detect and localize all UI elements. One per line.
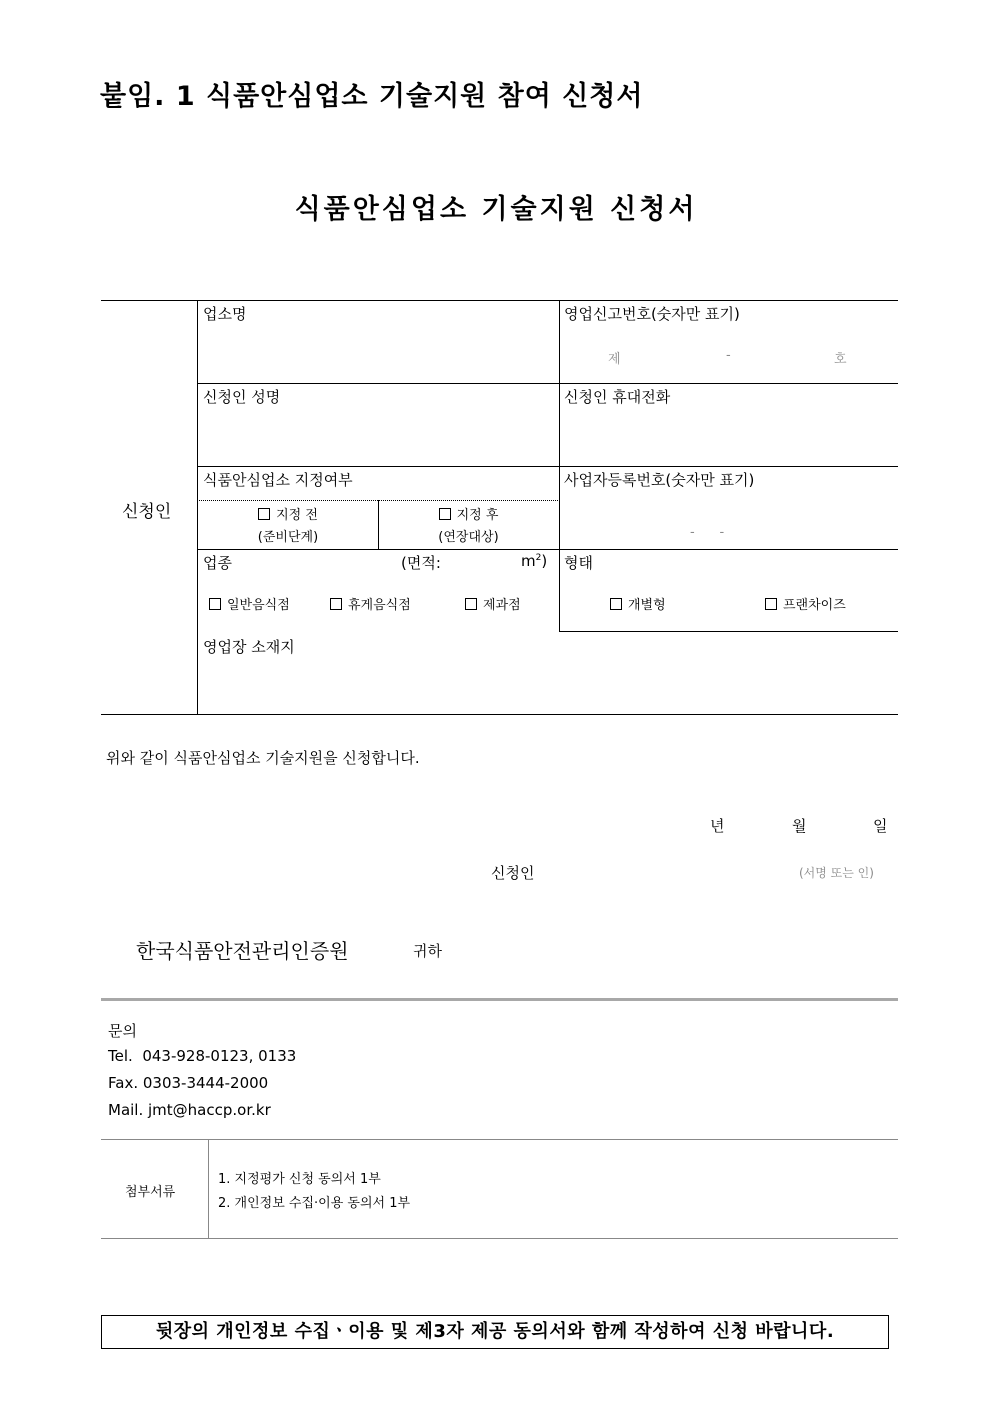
option-before-note: (준비단계) — [257, 530, 319, 545]
checkbox-individual[interactable] — [610, 598, 622, 610]
industry-option-rest[interactable]: 휴게음식점 — [330, 594, 411, 613]
applicant-name-label: 신청인 성명 — [203, 388, 281, 406]
area-field[interactable] — [455, 553, 515, 571]
designation-label: 식품안심업소 지정여부 — [203, 471, 353, 489]
checkbox-bakery[interactable] — [465, 598, 477, 610]
business-reg-label: 사업자등록번호(숫자만 표기) — [564, 471, 755, 489]
date-year: 년 — [710, 817, 725, 835]
signature-field[interactable] — [560, 860, 790, 882]
checkbox-franchise[interactable] — [765, 598, 777, 610]
statement-text: 위와 같이 식품안심업소 기술지원을 신청합니다. — [106, 749, 420, 767]
form-type-label: 형태 — [564, 554, 593, 572]
option-after[interactable] — [379, 503, 558, 548]
row-divider — [559, 631, 898, 632]
business-name-label: 업소명 — [203, 305, 247, 323]
report-number-dash: - — [726, 348, 731, 363]
attachments-top-border — [101, 1139, 898, 1140]
option-after-label: 지정 후 — [456, 508, 499, 523]
report-number-field[interactable] — [560, 322, 898, 382]
business-name-field[interactable] — [198, 322, 558, 382]
address-field[interactable] — [198, 656, 898, 713]
contact-tel: Tel. 043-928-0123, 0133 — [108, 1047, 297, 1065]
checkbox-before[interactable] — [258, 508, 270, 520]
contact-mail: Mail. jmt@haccp.or.kr — [108, 1101, 271, 1119]
signature-note: (서명 또는 인) — [799, 866, 874, 880]
attachments-divider — [208, 1139, 209, 1238]
applicant-phone-label: 신청인 휴대전화 — [564, 388, 671, 406]
attachments-bottom-border — [101, 1238, 898, 1239]
address-label: 영업장 소재지 — [203, 638, 295, 656]
report-number-je: 제 — [608, 352, 621, 367]
date-day: 일 — [873, 817, 888, 835]
checkbox-rest[interactable] — [330, 598, 342, 610]
form-type-option-franchise[interactable]: 프랜차이즈 — [765, 594, 846, 613]
applicant-name-field[interactable] — [198, 405, 558, 465]
business-reg-placeholder: - - — [690, 525, 725, 540]
table-top-border — [101, 300, 898, 301]
option-before-label: 지정 전 — [276, 508, 318, 523]
area-unit: $m^2$) — [521, 552, 548, 570]
notice-box: 뒷장의 개인정보 수집ㆍ이용 및 제3자 제공 동의서와 함께 작성하여 신청 바랍니다. — [101, 1315, 889, 1349]
row-divider — [197, 466, 898, 467]
applicant-phone-field[interactable] — [560, 405, 898, 465]
recipient-suffix: 귀하 — [413, 942, 442, 960]
report-number-label: 영업신고번호(숫자만 표기) — [564, 305, 740, 323]
industry-option-general[interactable]: 일반음식점 — [209, 594, 290, 613]
row-divider — [197, 383, 898, 384]
form-title: 식품안심업소 기술지원 신청서 — [294, 194, 698, 225]
recipient-name: 한국식품안전관리인증원 — [136, 939, 349, 963]
attachment-item-1: 1. 지정평가 신청 동의서 1부 — [218, 1172, 381, 1187]
date-month: 월 — [792, 817, 807, 835]
attachment-title: 붙임. 1 식품안심업소 기술지원 참여 신청서 — [100, 81, 644, 112]
business-reg-field[interactable] — [560, 488, 898, 548]
option-before[interactable] — [198, 503, 378, 548]
attachment-item-2: 2. 개인정보 수집·이용 동의서 1부 — [218, 1196, 411, 1211]
industry-label: 업종 — [203, 554, 232, 572]
section-divider — [101, 998, 898, 1001]
contact-heading: 문의 — [108, 1022, 137, 1040]
report-number-ho: 호 — [834, 352, 847, 367]
checkbox-after[interactable] — [439, 508, 451, 520]
area-label: (면적: — [401, 554, 441, 572]
applicant-row-header: 신청인 — [122, 502, 172, 522]
industry-option-bakery[interactable]: 제과점 — [465, 594, 521, 613]
row-divider — [197, 549, 898, 550]
attachments-label: 첨부서류 — [125, 1185, 176, 1200]
checkbox-general[interactable] — [209, 598, 221, 610]
option-after-note: (연장대상) — [438, 530, 499, 545]
form-type-option-individual[interactable]: 개별형 — [610, 594, 666, 613]
table-bottom-border — [101, 714, 898, 715]
applicant-sign-label: 신청인 — [491, 864, 535, 882]
contact-fax: Fax. 0303-3444-2000 — [108, 1074, 269, 1092]
